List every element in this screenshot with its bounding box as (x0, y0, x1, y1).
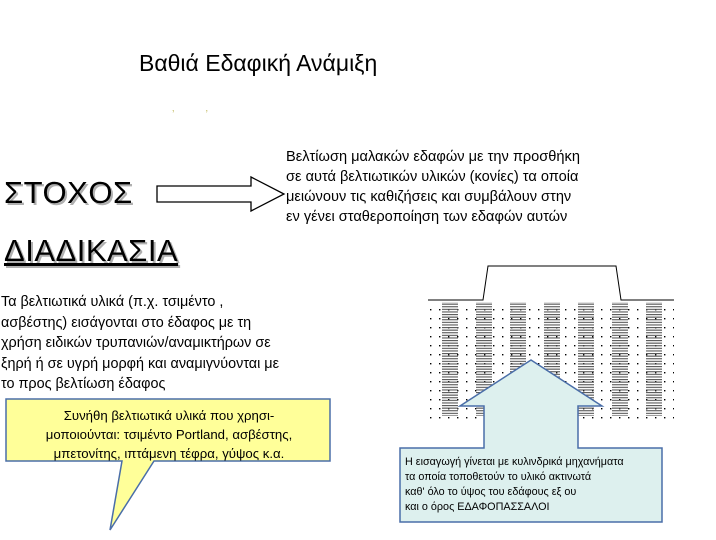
stray-marks: ‚ ‚ (172, 102, 222, 114)
machines-callout-text (405, 455, 667, 515)
goal-line: μειώνουν τις καθιζήσεις και συμβάλουν στην (286, 189, 572, 205)
embankment (428, 266, 674, 300)
procedure-line: Τα βελτιωτικά υλικά (π.χ. τσιμέντο , (1, 294, 224, 310)
goal-line: Βελτίωση μαλακών εδαφών με την προσθήκη (286, 149, 580, 165)
right-arrow-icon (155, 174, 287, 214)
goal-line: εν γένει σταθεροποίηση των εδαφών αυτών (286, 209, 568, 225)
callout-line: Συνήθη βελτιωτικά υλικά που χρησι- (63, 408, 275, 423)
callout-line: καθ' όλο το ύψος του εδάφους εξ ου (405, 486, 577, 498)
callout-line: μοποιούνται: τσιμέντο Portland, ασβέστης, (45, 427, 293, 442)
callout-line: Η εισαγωγή γίνεται με κυλινδρικά μηχανήματα (405, 456, 624, 468)
slide-title: Βαθιά Εδαφική Ανάμιξη (139, 50, 378, 76)
procedure-line: ξηρή ή σε υγρή μορφή και αναμιγνύονται με (1, 355, 280, 372)
procedure-line: ασβέστης) εισάγονται στο έδαφος με τη (1, 314, 252, 331)
procedure-line: χρήση ειδικών τρυπανιών/αναμικτήρων σε (1, 335, 271, 351)
goal-description (286, 147, 711, 227)
procedure-description (1, 292, 361, 395)
procedure-line: το προς βελτίωση έδαφος (1, 376, 166, 392)
goal-line: σε αυτά βελτιωτικών υλικών (κονίες) τα οποία (286, 169, 579, 185)
callout-line: τα οποία τοποθετούν το υλικό ακτινωτά (405, 471, 592, 483)
callout-line: και ο όρος ΕΔΑΦΟΠΑΣΣΑΛΟΙ (405, 501, 550, 513)
procedure-label: ΔΙΑΔΙΚΑΣΙΑ (4, 233, 179, 268)
materials-callout-text (10, 406, 328, 463)
callout-line: μπετονίτης, ιπτάμενη τέφρα, γύψος κ.α. (53, 446, 285, 461)
goal-label: ΣΤΟΧΟΣ (4, 175, 133, 210)
